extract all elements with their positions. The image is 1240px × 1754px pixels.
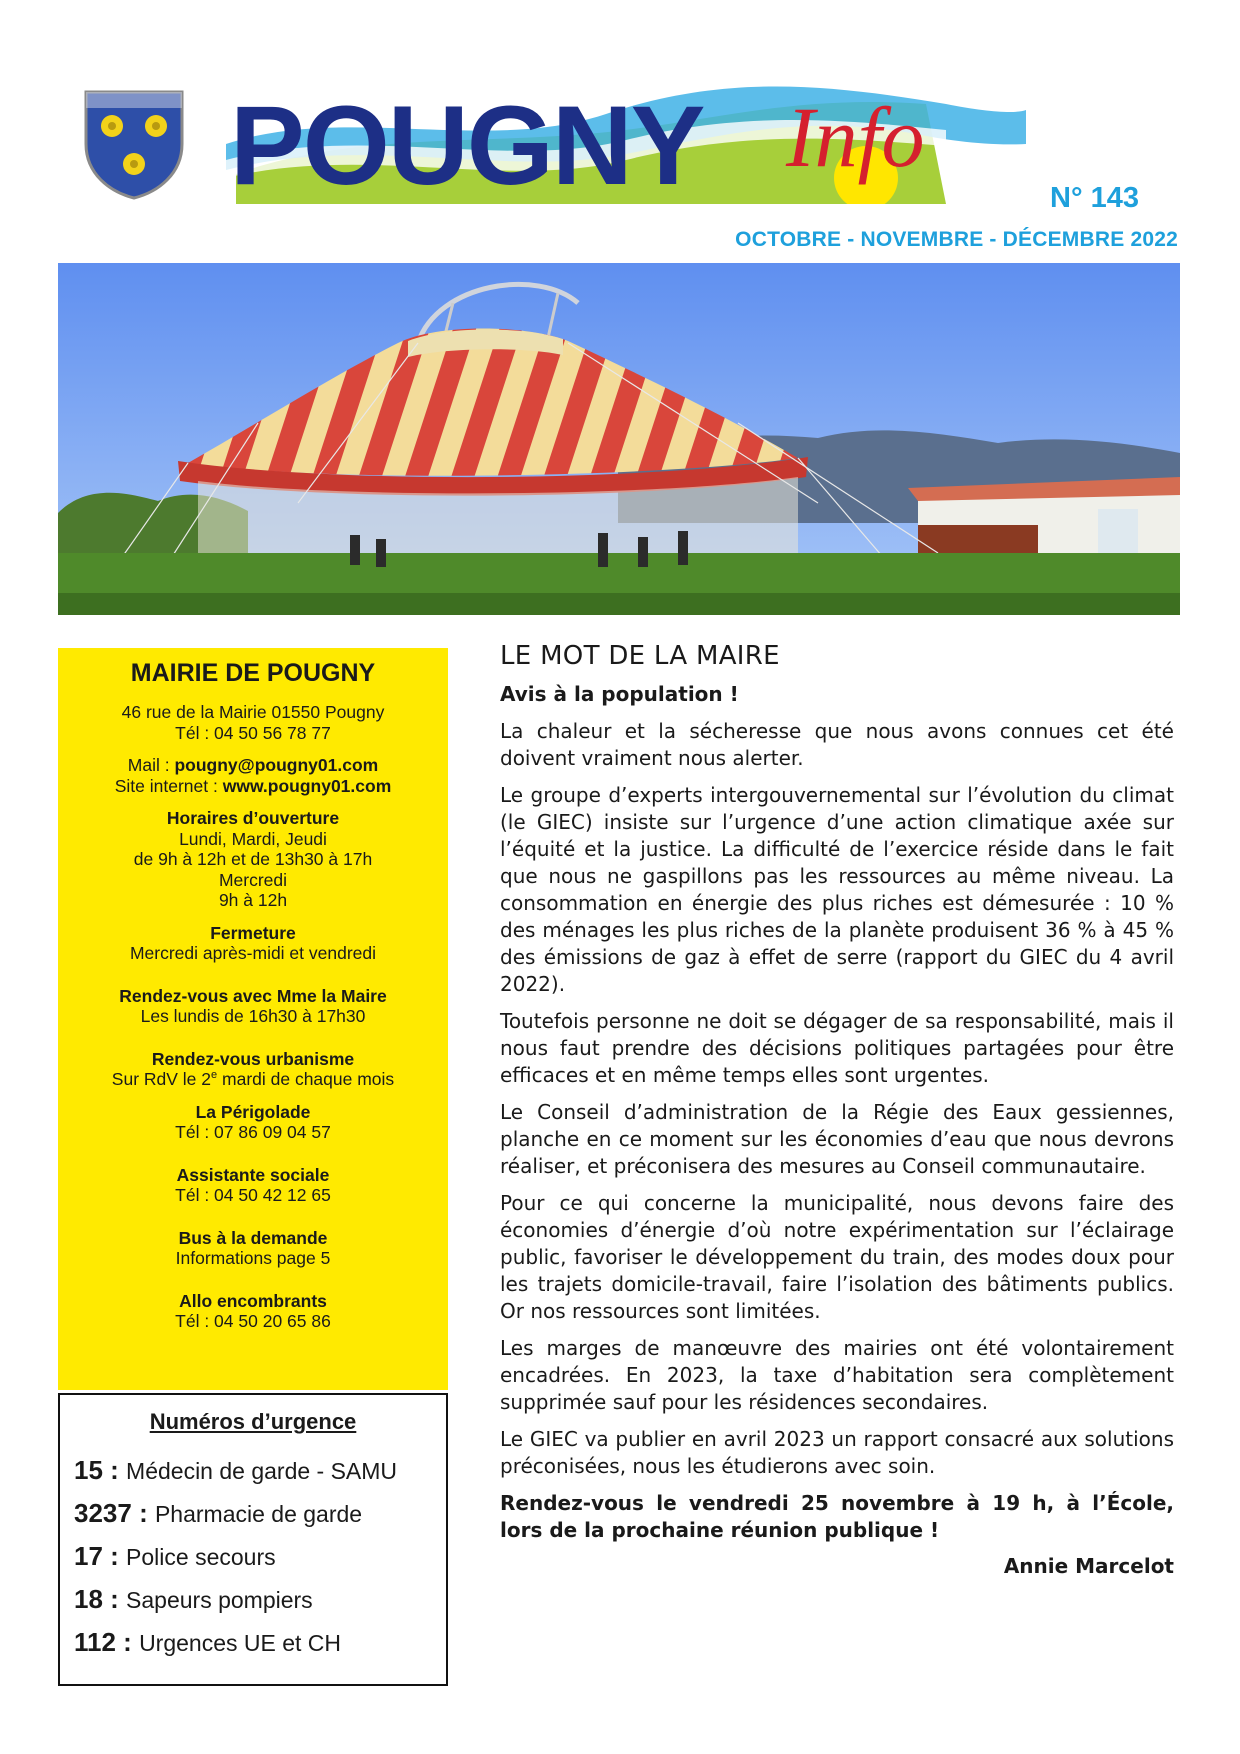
phone: Tél : 04 50 56 78 77 (175, 722, 331, 743)
emergency-sep: : (102, 1541, 127, 1571)
perigolade-title: La Périgolade (195, 1101, 311, 1122)
logo-main-text: POUGNY (230, 83, 704, 204)
bus-title: Bus à la demande (178, 1227, 328, 1248)
address-block (58, 702, 448, 743)
mail-line (58, 755, 448, 776)
emergency-title: Numéros d’urgence (149, 1409, 357, 1434)
emergency-number: 18 (74, 1584, 103, 1614)
social-block (58, 1165, 448, 1206)
emergency-number: 15 (74, 1455, 103, 1485)
hero-photo (58, 263, 1180, 615)
mairie-title: MAIRIE DE POUGNY (130, 659, 376, 687)
bus-text: Informations page 5 (175, 1248, 331, 1268)
emergency-number: 112 (74, 1627, 116, 1657)
rdv-urba-title: Rendez-vous urbanisme (151, 1048, 355, 1069)
masthead (0, 0, 1240, 260)
closing-block (58, 923, 448, 964)
circus-tent-photo (58, 263, 1180, 615)
social-tel: Tél : 04 50 42 12 65 (175, 1185, 331, 1205)
hours-days: Lundi, Mardi, Jeudi (179, 828, 327, 849)
perigolade-block (58, 1102, 448, 1143)
contact-block (58, 755, 448, 796)
address: 46 rue de la Mairie 01550 Pougny (121, 702, 385, 722)
article-signature: Annie Marcelot (1003, 1554, 1174, 1578)
emergency-item (74, 1492, 446, 1535)
allo-block (58, 1291, 448, 1332)
site-line (58, 776, 448, 797)
emergency-item (74, 1578, 446, 1621)
emergency-item (74, 1621, 446, 1664)
rdv-maire-block (58, 986, 448, 1027)
pougny-info-logo (226, 74, 1026, 204)
issue-number: N° 143 (1050, 182, 1139, 214)
emergency-box (58, 1393, 448, 1686)
article-closing: Rendez-vous le vendredi 25 novembre à 19 h, à l’École, lors de la prochaine réunion publique ! (500, 1491, 1174, 1542)
article-paragraph: Le Conseil d’administration de la Régie des Eaux gessiennes, planche en ce moment sur les économies d’eau que nous devrons réaliser, et préconisera des mesures au Conseil communautaire. (500, 1100, 1174, 1178)
emergency-number: 3237 (74, 1498, 132, 1528)
issue-period: OCTOBRE - NOVEMBRE - DÉCEMBRE 2022 (735, 228, 1178, 251)
allo-tel: Tél : 04 50 20 65 86 (175, 1311, 331, 1331)
emergency-sep: : (102, 1584, 127, 1614)
emergency-label: Urgences UE et CH (139, 1630, 342, 1656)
article-paragraph: Le groupe d’experts intergouvernemental sur l’évolution du climat (le GIEC) insiste sur l’urgence d’une action climatique axée sur l’équité et la justice. La difficulté de l’exercice réside dans le fait que nous ne gaspillons pas les ressources au même niveau. La consommation en énergie des plus riches est démesurée : 10 % des ménages les plus riches de la planète produisent 36 % à 45 % des émissions de gaz à effet de serre (rapport du GIEC du 4 avril 2022). (500, 783, 1174, 996)
editorial-article (500, 640, 1174, 1578)
hours-block (58, 808, 448, 911)
bus-block (58, 1228, 448, 1269)
rdv-urba-post: mardi de chaque mois (217, 1069, 395, 1089)
hours-title: Horaires d’ouverture (166, 808, 340, 828)
rdv-urba-sup: e (211, 1069, 218, 1082)
perigolade-tel: Tél : 07 86 09 04 57 (175, 1122, 331, 1142)
article-paragraph: Le GIEC va publier en avril 2023 un rapport consacré aux solutions préconisées, nous les étudierons avec soin. (500, 1427, 1174, 1478)
rdv-urba-block (58, 1049, 448, 1090)
rdv-urba-pre: Sur RdV le 2 (111, 1069, 212, 1089)
article-subtitle: Avis à la population ! (500, 682, 739, 706)
mairie-info-box (58, 648, 448, 1390)
rdv-maire-text: Les lundis de 16h30 à 17h30 (140, 1006, 366, 1026)
allo-title: Allo encombrants (179, 1290, 327, 1311)
emergency-sep: : (102, 1455, 127, 1485)
hours-times: de 9h à 12h et de 13h30 à 17h (133, 849, 373, 869)
hours-wed-times: 9h à 12h (218, 890, 288, 910)
rdv-maire-title: Rendez-vous avec Mme la Maire (119, 985, 387, 1006)
emergency-item (74, 1535, 446, 1578)
article-paragraph: Les marges de manœuvre des mairies ont été volontairement encadrées. En 2023, la taxe d’habitation sera complètement supprimée sauf pour les résidences secondaires. (500, 1336, 1174, 1414)
site-link[interactable]: www.pougny01.com (222, 775, 392, 796)
emergency-label: Pharmacie de garde (154, 1501, 363, 1527)
social-title: Assistante sociale (176, 1164, 330, 1185)
rdv-urba-text (58, 1069, 448, 1090)
emergency-label: Sapeurs pompiers (126, 1587, 313, 1613)
mail-link[interactable]: pougny@pougny01.com (174, 755, 379, 775)
hours-wed: Mercredi (218, 869, 288, 890)
emergency-number: 17 (74, 1541, 103, 1571)
emergency-label: Police secours (126, 1544, 276, 1570)
site-label: Site internet : (114, 775, 223, 796)
emergency-sep: : (115, 1627, 140, 1657)
article-paragraph: La chaleur et la sécheresse que nous avons connues cet été doivent vraiment nous alerter. (500, 719, 1174, 770)
emergency-sep: : (131, 1498, 155, 1528)
closing-title: Fermeture (210, 922, 296, 943)
closing-text: Mercredi après-midi et vendredi (129, 943, 377, 963)
article-paragraph: Toutefois personne ne doit se dégager de sa responsabilité, mais il nous faut prendre des décisions politiques partagées pour être efficaces et en même temps elles sont urgentes. (500, 1009, 1174, 1087)
mail-label: Mail : (127, 755, 175, 775)
emergency-item (74, 1449, 446, 1492)
logo-script-text: Info (786, 89, 925, 185)
article-paragraph: Pour ce qui concerne la municipalité, nous devons faire des économies d’énergie d’où notre expérimentation sur l’éclairage public, favoriser le développement du train, des modes doux pour les trajets domicile-travail, faire l’isolation des bâtiments publics. Or nos ressources sont limitées. (500, 1191, 1174, 1323)
shield-icon (82, 88, 186, 200)
article-title: LE MOT DE LA MAIRE (500, 641, 780, 671)
emergency-label: Médecin de garde - SAMU (126, 1458, 398, 1484)
